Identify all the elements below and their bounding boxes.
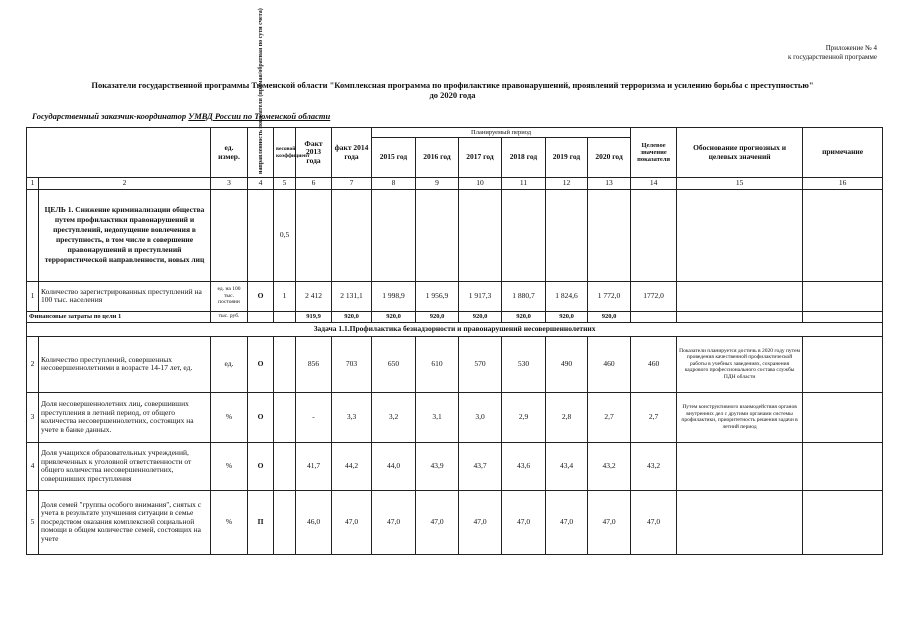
goal-text: ЦЕЛЬ 1. Снижение криминализации общества путем профилактики правонарушений и преступлений, недопущение вовлечения в преступность, в том числе в совершение правонарушений и преступлений террористической направленности, новых лиц xyxy=(39,189,211,281)
task-row xyxy=(27,322,883,336)
appendix-line-1: Приложение № 4 xyxy=(825,44,877,52)
header-unit: ед. измер. xyxy=(211,128,248,178)
value-fact-2014: 3,3 xyxy=(332,392,372,442)
header-2020: 2020 год xyxy=(588,138,631,178)
value-fact-2013: - xyxy=(296,392,332,442)
header-planned-period: Планируемый период xyxy=(372,128,631,138)
justification-cell xyxy=(677,490,803,554)
indicator-direction: О xyxy=(248,281,274,311)
indicator-name: Доля несовершеннолетних лиц, совершивших преступления в летний период, от общего количества несовершеннолетних, состоящих на учете в банке данных. xyxy=(39,392,211,442)
col-number: 5 xyxy=(274,178,296,190)
col-number: 1 xyxy=(27,178,39,190)
value-2016: 47,0 xyxy=(416,490,459,554)
goal-weight: 0,5 xyxy=(274,189,296,281)
goal-empty xyxy=(631,189,677,281)
indicator-direction: О xyxy=(248,442,274,490)
value-2020: 43,2 xyxy=(588,442,631,490)
goal-dir-cell xyxy=(248,189,274,281)
value-2018: 47,0 xyxy=(502,490,546,554)
finance-value: 920,0 xyxy=(416,311,459,322)
value-fact-2013: 46,0 xyxy=(296,490,332,554)
header-2016: 2016 год xyxy=(416,138,459,178)
goal-empty xyxy=(332,189,372,281)
value-2020: 2,7 xyxy=(588,392,631,442)
justification-text: Путем конструктивного взаимодействия органов внутренних дел с другими органами системы профилактики, приоритетность решения задачи в летний период xyxy=(677,392,803,442)
finance-value: 920,0 xyxy=(372,311,416,322)
col-number: 8 xyxy=(372,178,416,190)
value-2017: 570 xyxy=(459,336,502,392)
finance-empty xyxy=(677,311,803,322)
goal-empty xyxy=(803,189,883,281)
col-number: 4 xyxy=(248,178,274,190)
indicator-unit: ед. xyxy=(211,336,248,392)
goal-num-cell xyxy=(27,189,39,281)
note-cell xyxy=(803,392,883,442)
header-direction-text: направленность показателя (прямая/обратная по сути счета) xyxy=(257,7,264,174)
value-2016: 3,1 xyxy=(416,392,459,442)
col-number: 12 xyxy=(546,178,588,190)
header-fact-2013: Факт 2013 года xyxy=(296,128,332,178)
value-2018: 1 880,7 xyxy=(502,281,546,311)
indicator-weight xyxy=(274,392,296,442)
value-fact-2013: 2 412 xyxy=(296,281,332,311)
finance-row xyxy=(27,311,883,322)
value-2019: 1 824,6 xyxy=(546,281,588,311)
value-target: 2,7 xyxy=(631,392,677,442)
header-fact-2014: факт 2014 года xyxy=(332,128,372,178)
value-2017: 3,0 xyxy=(459,392,502,442)
goal-empty xyxy=(459,189,502,281)
value-2017: 43,7 xyxy=(459,442,502,490)
appendix-note xyxy=(788,44,877,62)
value-fact-2014: 47,0 xyxy=(332,490,372,554)
value-2015: 47,0 xyxy=(372,490,416,554)
header-weight: весовой коэффициент xyxy=(274,128,296,178)
justification-text: Показатели планируется достичь в 2020 году путем проведения качественной профилактической работы в учебных заведениях, сохранения кадрового профессионального состава службы ПДН области xyxy=(677,336,803,392)
goal-empty xyxy=(588,189,631,281)
col-number: 13 xyxy=(588,178,631,190)
value-2018: 530 xyxy=(502,336,546,392)
col-number: 6 xyxy=(296,178,332,190)
header-2017: 2017 год xyxy=(459,138,502,178)
goal-empty xyxy=(296,189,332,281)
col-number: 14 xyxy=(631,178,677,190)
value-2015: 650 xyxy=(372,336,416,392)
finance-value: 920,0 xyxy=(546,311,588,322)
finance-value: 919,9 xyxy=(296,311,332,322)
indicator-unit: % xyxy=(211,392,248,442)
value-target: 43,2 xyxy=(631,442,677,490)
finance-empty xyxy=(248,311,274,322)
indicator-unit: % xyxy=(211,442,248,490)
value-2017: 47,0 xyxy=(459,490,502,554)
table-row xyxy=(27,442,883,490)
indicator-name: Количество преступлений, совершенных несовершеннолетними в возрасте 14-17 лет, ед. xyxy=(39,336,211,392)
value-target: 47,0 xyxy=(631,490,677,554)
goal-empty xyxy=(372,189,416,281)
document-title xyxy=(40,80,865,100)
row-number: 4 xyxy=(27,442,39,490)
finance-value: 920,0 xyxy=(502,311,546,322)
value-target: 460 xyxy=(631,336,677,392)
value-fact-2014: 703 xyxy=(332,336,372,392)
justification-cell xyxy=(677,281,803,311)
row-number: 3 xyxy=(27,392,39,442)
col-number: 11 xyxy=(502,178,546,190)
value-2019: 43,4 xyxy=(546,442,588,490)
header-direction xyxy=(248,7,274,178)
customer-label: Государственный заказчик-координатор xyxy=(32,111,187,121)
goal-empty xyxy=(416,189,459,281)
indicator-direction: О xyxy=(248,336,274,392)
indicator-direction: О xyxy=(248,392,274,442)
header-note: примечание xyxy=(803,128,883,178)
row-number: 5 xyxy=(27,490,39,554)
goal-empty xyxy=(546,189,588,281)
appendix-line-2: к государственной программе xyxy=(788,53,877,61)
finance-unit: тыс. руб. xyxy=(211,311,248,322)
finance-value: 920,0 xyxy=(588,311,631,322)
col-number: 3 xyxy=(211,178,248,190)
value-fact-2014: 44,2 xyxy=(332,442,372,490)
col-number: 2 xyxy=(39,178,211,190)
value-fact-2014: 2 131,1 xyxy=(332,281,372,311)
header-2018: 2018 год xyxy=(502,138,546,178)
indicator-name: Доля учащихся образовательных учреждений, привлеченных к уголовной ответственности от общего количества несовершеннолетних, совершивших преступления xyxy=(39,442,211,490)
col-number: 10 xyxy=(459,178,502,190)
column-numbers-row xyxy=(27,178,883,190)
finance-label: Финансовые затраты по цели 1 xyxy=(27,311,211,322)
row-number: 2 xyxy=(27,336,39,392)
indicator-weight xyxy=(274,336,296,392)
value-2016: 1 956,9 xyxy=(416,281,459,311)
justification-cell xyxy=(677,442,803,490)
goal-empty xyxy=(677,189,803,281)
value-2018: 43,6 xyxy=(502,442,546,490)
indicator-weight xyxy=(274,490,296,554)
value-2016: 43,9 xyxy=(416,442,459,490)
value-2017: 1 917,3 xyxy=(459,281,502,311)
note-cell xyxy=(803,281,883,311)
value-2015: 44,0 xyxy=(372,442,416,490)
goal-row xyxy=(27,189,883,281)
header-2015: 2015 год xyxy=(372,138,416,178)
indicator-unit: ед. на 100 тыс. постоянн xyxy=(211,281,248,311)
title-line-1: Показатели государственной программы Тюменской области "Комплексная программа по профилактике правонарушений, проявлений терроризма и усилению борьбы с преступностью" xyxy=(91,80,814,90)
indicator-unit: % xyxy=(211,490,248,554)
value-2015: 1 998,9 xyxy=(372,281,416,311)
finance-value: 920,0 xyxy=(459,311,502,322)
note-cell xyxy=(803,442,883,490)
indicator-weight: 1 xyxy=(274,281,296,311)
task-title: Задача 1.1.Профилактика безнадзорности и правонарушений несовершеннолетних xyxy=(27,322,883,336)
indicator-direction: П xyxy=(248,490,274,554)
note-cell xyxy=(803,490,883,554)
customer-line xyxy=(32,111,330,121)
indicator-name: Количество зарегистрированных преступлений на 100 тыс. населения xyxy=(39,281,211,311)
goal-empty xyxy=(502,189,546,281)
customer-value: УМВД России по Тюменской области xyxy=(188,111,331,121)
indicator-weight xyxy=(274,442,296,490)
note-cell xyxy=(803,336,883,392)
header-2019: 2019 год xyxy=(546,138,588,178)
value-target: 1772,0 xyxy=(631,281,677,311)
header-justification: Обоснование прогнозных и целевых значений xyxy=(677,128,803,178)
table-row xyxy=(27,281,883,311)
value-fact-2013: 41,7 xyxy=(296,442,332,490)
value-2019: 2,8 xyxy=(546,392,588,442)
header-blank xyxy=(27,128,211,178)
finance-value: 920,0 xyxy=(332,311,372,322)
header-target: Целевое значение показателя xyxy=(631,128,677,178)
col-number: 9 xyxy=(416,178,459,190)
value-fact-2013: 856 xyxy=(296,336,332,392)
finance-empty xyxy=(274,311,296,322)
finance-empty xyxy=(631,311,677,322)
value-2020: 47,0 xyxy=(588,490,631,554)
indicator-name: Доля семей "группы особого внимания", снятых с учета в результате улучшения ситуации в семье посредством оказания комплексной социальной помощи в общем количестве семей, состоящих на учете xyxy=(39,490,211,554)
table-row xyxy=(27,336,883,392)
value-2020: 1 772,0 xyxy=(588,281,631,311)
value-2015: 3,2 xyxy=(372,392,416,442)
goal-unit-cell xyxy=(211,189,248,281)
finance-empty xyxy=(803,311,883,322)
title-line-2: до 2020 года xyxy=(429,90,476,100)
col-number: 7 xyxy=(332,178,372,190)
header-row-1 xyxy=(27,128,883,138)
value-2016: 610 xyxy=(416,336,459,392)
table-row xyxy=(27,392,883,442)
value-2019: 490 xyxy=(546,336,588,392)
col-number: 16 xyxy=(803,178,883,190)
value-2018: 2,9 xyxy=(502,392,546,442)
row-number: 1 xyxy=(27,281,39,311)
table-row xyxy=(27,490,883,554)
value-2020: 460 xyxy=(588,336,631,392)
value-2019: 47,0 xyxy=(546,490,588,554)
col-number: 15 xyxy=(677,178,803,190)
